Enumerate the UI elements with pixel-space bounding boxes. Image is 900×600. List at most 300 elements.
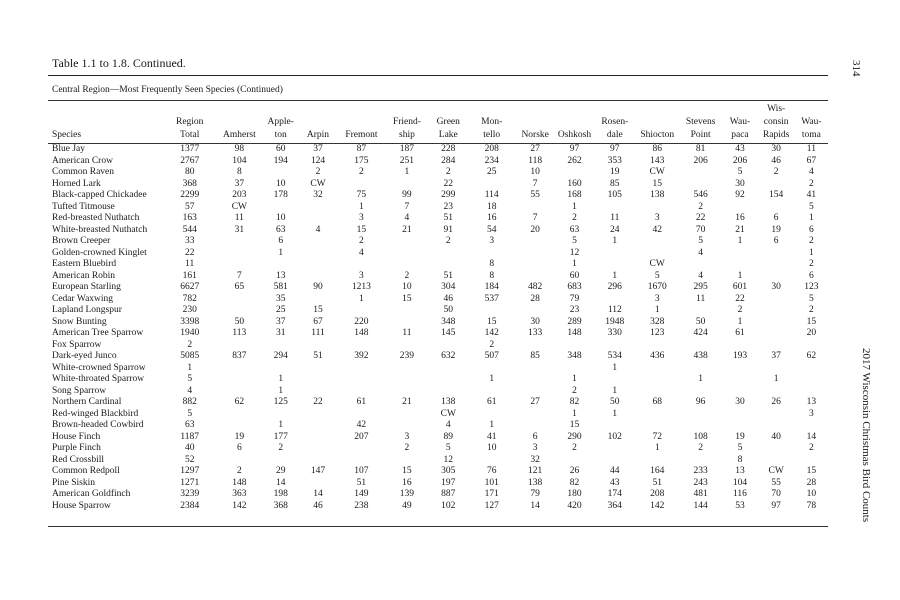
count-cell <box>385 317 428 329</box>
count-cell: 41 <box>806 190 817 200</box>
count-cell <box>516 340 555 352</box>
count-cell: 546 <box>693 190 708 200</box>
count-cell <box>594 455 635 467</box>
table-row <box>48 225 828 237</box>
count-cell: 149 <box>354 489 369 499</box>
column-header: toma <box>795 130 828 144</box>
count-cell <box>722 363 757 375</box>
count-cell: 2 <box>773 167 779 177</box>
count-cell <box>216 340 264 352</box>
count-cell: 40 <box>771 431 781 442</box>
count-cell <box>338 340 386 352</box>
column-header <box>298 104 337 117</box>
subtitle-rule <box>48 100 828 101</box>
column-header: ship <box>385 130 428 144</box>
count-cell: 6627 <box>180 282 200 292</box>
title-rule <box>48 75 828 76</box>
count-cell: 581 <box>273 282 288 292</box>
column-header <box>298 117 337 130</box>
count-cell <box>795 340 828 352</box>
count-cell <box>679 455 722 467</box>
count-cell: 3 <box>404 431 410 442</box>
count-cell <box>795 386 828 398</box>
count-cell <box>216 374 264 386</box>
count-cell <box>594 202 635 214</box>
count-cell: 11 <box>610 213 620 223</box>
count-cell: 10 <box>402 282 412 292</box>
count-cell <box>338 363 386 375</box>
count-cell <box>635 455 678 467</box>
count-cell <box>298 248 337 260</box>
count-cell: 79 <box>530 489 540 499</box>
count-cell: 10 <box>275 213 286 223</box>
count-cell: 1 <box>278 420 284 430</box>
count-cell: 14 <box>806 431 817 442</box>
count-cell: 13 <box>806 397 817 407</box>
column-header: Apple- <box>267 117 294 127</box>
species-name: House Finch <box>52 431 101 442</box>
count-cell: 262 <box>567 155 582 166</box>
count-cell: 42 <box>356 420 367 430</box>
count-cell: 328 <box>650 316 665 327</box>
count-cell: 62 <box>234 397 245 407</box>
count-cell <box>468 455 516 467</box>
count-cell <box>298 374 337 386</box>
count-cell: 4 <box>315 224 321 235</box>
count-cell <box>298 420 337 432</box>
count-cell <box>679 305 722 317</box>
count-cell: 1 <box>737 316 743 327</box>
count-cell: 4 <box>698 247 704 258</box>
count-cell: 1670 <box>647 282 667 292</box>
count-cell <box>635 386 678 398</box>
count-cell: 2 <box>737 305 743 315</box>
table-row <box>48 305 828 317</box>
column-header <box>468 104 516 117</box>
count-cell <box>516 363 555 375</box>
table-row <box>48 501 828 513</box>
count-cell: 50 <box>443 305 454 315</box>
species-name: Blue Jay <box>52 144 85 154</box>
count-cell <box>722 248 757 260</box>
count-cell <box>216 236 264 248</box>
count-cell: 86 <box>652 144 662 154</box>
count-cell: 8 <box>489 259 495 269</box>
table-subtitle: Central Region—Most Frequently Seen Species (Continued) <box>52 85 283 95</box>
count-cell: 2 <box>809 443 814 453</box>
count-cell: 19 <box>771 224 781 235</box>
count-cell: 6 <box>532 431 538 442</box>
count-cell: 2 <box>359 167 364 177</box>
count-cell: 284 <box>441 155 456 166</box>
count-cell: 144 <box>693 500 708 511</box>
count-cell: 25 <box>275 305 286 315</box>
species-name: House Sparrow <box>52 500 111 511</box>
count-cell: 3 <box>359 213 364 223</box>
count-cell: 238 <box>354 500 369 511</box>
count-cell <box>385 409 428 421</box>
count-cell: 51 <box>313 351 323 361</box>
column-header: Stevens <box>685 117 716 127</box>
count-cell <box>635 340 678 352</box>
count-cell: 42 <box>652 224 662 235</box>
count-cell: 5 <box>737 443 743 453</box>
column-header <box>48 117 164 130</box>
count-cell: 837 <box>232 351 247 361</box>
count-cell: 124 <box>310 155 326 166</box>
species-name: Common Redpoll <box>52 466 120 476</box>
count-cell: 51 <box>443 270 454 281</box>
column-header <box>722 104 757 117</box>
count-cell: 2 <box>698 443 704 453</box>
count-cell: 8 <box>489 270 495 281</box>
count-cell: 75 <box>356 190 367 200</box>
count-cell <box>216 305 264 317</box>
count-cell: 353 <box>607 155 622 166</box>
count-cell: 10 <box>275 178 286 189</box>
count-cell: 1 <box>278 385 284 396</box>
count-cell: 220 <box>354 316 369 327</box>
count-cell: 20 <box>806 328 817 338</box>
count-cell: 178 <box>273 190 288 200</box>
count-cell: 51 <box>443 213 454 223</box>
count-cell <box>516 374 555 386</box>
count-cell: 19 <box>610 167 620 177</box>
count-cell: 534 <box>607 351 622 361</box>
count-cell: 142 <box>650 500 665 511</box>
count-cell: 26 <box>569 466 580 476</box>
count-cell: 118 <box>528 155 543 166</box>
table-row <box>48 363 828 375</box>
count-cell: CW <box>649 167 665 177</box>
count-cell: 22 <box>184 247 195 258</box>
count-cell: 438 <box>693 351 708 361</box>
column-header: Green <box>436 117 460 127</box>
count-cell: 3 <box>532 443 538 453</box>
count-cell: 11 <box>234 213 244 223</box>
table-row <box>48 202 828 214</box>
count-cell: 424 <box>693 328 708 338</box>
count-cell: 887 <box>441 489 456 499</box>
count-cell <box>758 328 795 340</box>
count-cell <box>722 374 757 386</box>
table-row <box>48 282 828 294</box>
count-cell: 121 <box>528 466 543 476</box>
count-cell: 295 <box>693 282 708 292</box>
count-cell <box>429 363 468 375</box>
count-cell: 882 <box>182 397 197 407</box>
count-cell: 23 <box>569 305 580 315</box>
species-name: Pine Siskin <box>52 477 96 488</box>
count-cell: 330 <box>607 328 622 338</box>
count-cell: 27 <box>530 397 540 407</box>
count-cell: 10 <box>486 443 497 453</box>
count-cell <box>298 363 337 375</box>
count-cell: 16 <box>735 213 745 223</box>
count-cell: 30 <box>530 316 540 327</box>
column-header: Oshkosh <box>555 130 594 144</box>
count-cell: 46 <box>313 500 323 511</box>
count-cell: 15 <box>806 466 817 476</box>
count-cell: 16 <box>486 213 497 223</box>
count-cell: 76 <box>486 466 497 476</box>
count-cell: 15 <box>313 305 323 315</box>
column-header <box>516 104 555 117</box>
table-row <box>48 478 828 490</box>
count-cell: 507 <box>484 351 499 361</box>
count-cell: 46 <box>443 293 454 304</box>
column-header <box>216 104 264 117</box>
count-cell <box>635 409 678 421</box>
count-cell <box>298 443 337 455</box>
species-name: Eastern Bluebird <box>52 259 117 269</box>
count-cell: 4 <box>359 247 364 258</box>
species-name: White-throated Sparrow <box>52 374 145 384</box>
count-cell <box>722 202 757 214</box>
count-cell: 11 <box>696 293 706 304</box>
count-cell <box>635 236 678 248</box>
count-cell: 80 <box>184 167 195 177</box>
count-cell: 1 <box>698 374 704 384</box>
count-cell: 2 <box>809 305 814 315</box>
count-cell: 239 <box>399 351 415 361</box>
count-cell: 2 <box>236 466 242 476</box>
count-cell <box>594 248 635 260</box>
count-cell: 1213 <box>351 282 371 292</box>
count-cell: 43 <box>735 144 745 154</box>
count-cell: 1 <box>404 167 410 177</box>
count-cell <box>468 179 516 191</box>
count-cell: 22 <box>443 178 454 189</box>
table-row <box>48 455 828 467</box>
count-cell: 1 <box>612 236 618 246</box>
count-cell: 70 <box>771 489 781 499</box>
count-cell: 63 <box>184 420 195 430</box>
count-cell <box>385 305 428 317</box>
count-cell: 16 <box>402 477 412 488</box>
count-cell: 116 <box>732 489 747 499</box>
column-header: Total <box>164 130 216 144</box>
count-cell <box>298 271 337 283</box>
species-name: Song Sparrow <box>52 385 107 396</box>
count-cell <box>298 236 337 248</box>
count-cell: 2 <box>572 443 577 453</box>
count-cell: 78 <box>806 500 817 511</box>
count-cell: 10 <box>530 167 540 177</box>
count-cell: 60 <box>275 144 286 154</box>
species-name: Red-winged Blackbird <box>52 408 139 419</box>
table-row <box>48 432 828 444</box>
count-cell: 3 <box>359 270 364 281</box>
count-cell: 92 <box>735 190 745 200</box>
species-name: White-crowned Sparrow <box>52 362 146 373</box>
count-cell: 50 <box>234 316 245 327</box>
count-cell: 160 <box>567 178 582 189</box>
count-cell: 2 <box>315 167 321 177</box>
count-cell: 197 <box>441 477 456 488</box>
column-header <box>516 117 555 130</box>
count-cell: 1271 <box>180 477 200 488</box>
count-cell <box>516 305 555 317</box>
count-cell: 7 <box>532 178 538 189</box>
count-cell: 1 <box>612 408 618 419</box>
count-cell: 154 <box>769 190 784 200</box>
count-cell: 2 <box>359 236 364 246</box>
count-cell: 206 <box>693 155 708 166</box>
count-cell <box>594 340 635 352</box>
count-cell: 6 <box>773 213 779 223</box>
count-cell: 207 <box>354 431 369 442</box>
count-cell: 90 <box>313 282 323 292</box>
count-cell <box>594 443 635 455</box>
count-cell: 2 <box>489 339 495 350</box>
count-cell: 363 <box>232 489 247 499</box>
count-cell: 1297 <box>180 466 200 476</box>
species-name: Horned Lark <box>52 178 101 189</box>
count-cell: 15 <box>486 316 497 327</box>
count-cell: 61 <box>486 397 497 407</box>
count-cell: 8 <box>737 454 743 465</box>
count-cell <box>468 409 516 421</box>
count-cell: 142 <box>232 500 247 511</box>
count-cell: 105 <box>607 190 622 200</box>
count-cell: 43 <box>610 477 620 488</box>
count-cell <box>635 202 678 214</box>
table-row <box>48 374 828 386</box>
column-header <box>635 117 678 130</box>
count-cell: 436 <box>650 351 665 361</box>
count-cell: 234 <box>484 155 499 166</box>
count-cell: 19 <box>234 431 245 442</box>
count-cell: 147 <box>310 466 326 476</box>
column-header: Rapids <box>758 130 795 144</box>
count-cell: 163 <box>182 213 197 223</box>
species-name: American Crow <box>52 155 113 166</box>
count-cell: 15 <box>652 178 662 189</box>
count-cell: 3 <box>654 293 660 304</box>
column-header: Lake <box>429 130 468 144</box>
count-cell <box>516 236 555 248</box>
column-header: Wau- <box>729 117 751 127</box>
species-name: Black-capped Chickadee <box>52 190 147 200</box>
count-cell: 1 <box>572 408 577 419</box>
count-cell: 61 <box>356 397 367 407</box>
count-cell: 63 <box>569 224 580 235</box>
table-row <box>48 409 828 421</box>
count-cell: 5 <box>809 293 814 304</box>
column-header: Region <box>175 117 204 127</box>
count-cell: 123 <box>650 328 665 338</box>
count-cell: 3 <box>809 408 814 419</box>
count-cell: 89 <box>443 431 454 442</box>
count-cell: 3398 <box>180 316 200 327</box>
count-cell: 683 <box>567 282 582 292</box>
count-cell <box>679 420 722 432</box>
count-cell: 1 <box>773 374 779 384</box>
count-cell <box>594 294 635 306</box>
count-cell: 164 <box>650 466 665 476</box>
count-cell: 57 <box>184 201 195 212</box>
count-cell: 148 <box>354 328 369 338</box>
count-cell: 50 <box>610 397 620 407</box>
column-header <box>679 104 722 117</box>
count-cell: CW <box>768 466 784 476</box>
count-cell: 180 <box>567 489 582 499</box>
count-cell: 6 <box>809 270 814 281</box>
page-number: 314 <box>850 60 862 77</box>
count-cell: 187 <box>399 144 415 154</box>
count-cell <box>516 409 555 421</box>
count-cell <box>298 259 337 271</box>
count-cell <box>795 420 828 432</box>
column-header <box>555 104 594 117</box>
count-cell: 125 <box>273 397 288 407</box>
column-header: Wis- <box>767 104 786 114</box>
count-cell: 294 <box>273 351 288 361</box>
count-cell: 290 <box>567 431 582 442</box>
count-cell <box>385 236 428 248</box>
count-cell: 99 <box>402 190 412 200</box>
count-cell: 52 <box>184 454 195 465</box>
count-cell: 4 <box>404 213 410 223</box>
count-cell: 67 <box>806 155 817 166</box>
table-row <box>48 386 828 398</box>
species-name: White-breasted Nuthatch <box>52 224 148 235</box>
count-cell: 139 <box>399 489 415 499</box>
count-cell: 1 <box>654 305 660 315</box>
count-cell: 2 <box>809 178 814 189</box>
count-cell <box>722 386 757 398</box>
count-cell: CW <box>649 259 665 269</box>
count-cell: 168 <box>567 190 582 200</box>
count-cell <box>385 179 428 191</box>
count-cell <box>635 420 678 432</box>
count-cell: 61 <box>735 328 745 338</box>
count-cell: 203 <box>232 190 247 200</box>
count-cell: 194 <box>273 155 288 166</box>
count-cell: 14 <box>275 477 286 488</box>
count-cell: 5 <box>654 270 660 281</box>
count-cell: 148 <box>567 328 582 338</box>
table-row <box>48 213 828 225</box>
count-cell: 2384 <box>180 500 200 511</box>
count-cell: 537 <box>484 293 499 304</box>
count-cell: 50 <box>695 316 706 327</box>
count-cell: 15 <box>402 466 412 476</box>
species-name: Snow Bunting <box>52 316 107 327</box>
count-cell: 5 <box>445 443 451 453</box>
count-cell: 31 <box>234 224 245 235</box>
count-cell <box>679 363 722 375</box>
count-cell <box>216 420 264 432</box>
count-cell <box>385 420 428 432</box>
table-bottom-rule <box>48 526 828 527</box>
species-name: Red-breasted Nuthatch <box>52 213 140 223</box>
count-cell: 113 <box>232 328 247 338</box>
count-cell: 49 <box>402 500 412 511</box>
count-cell: 296 <box>607 282 622 292</box>
count-cell <box>338 409 386 421</box>
count-cell: 15 <box>356 224 367 235</box>
count-cell <box>758 363 795 375</box>
count-cell: 108 <box>693 431 708 442</box>
species-name: Lapland Longspur <box>52 305 122 315</box>
count-cell: 2299 <box>180 190 200 200</box>
count-cell <box>758 294 795 306</box>
column-header: Shiocton <box>635 130 678 144</box>
count-cell: 12 <box>569 247 580 258</box>
count-cell: 138 <box>650 190 665 200</box>
